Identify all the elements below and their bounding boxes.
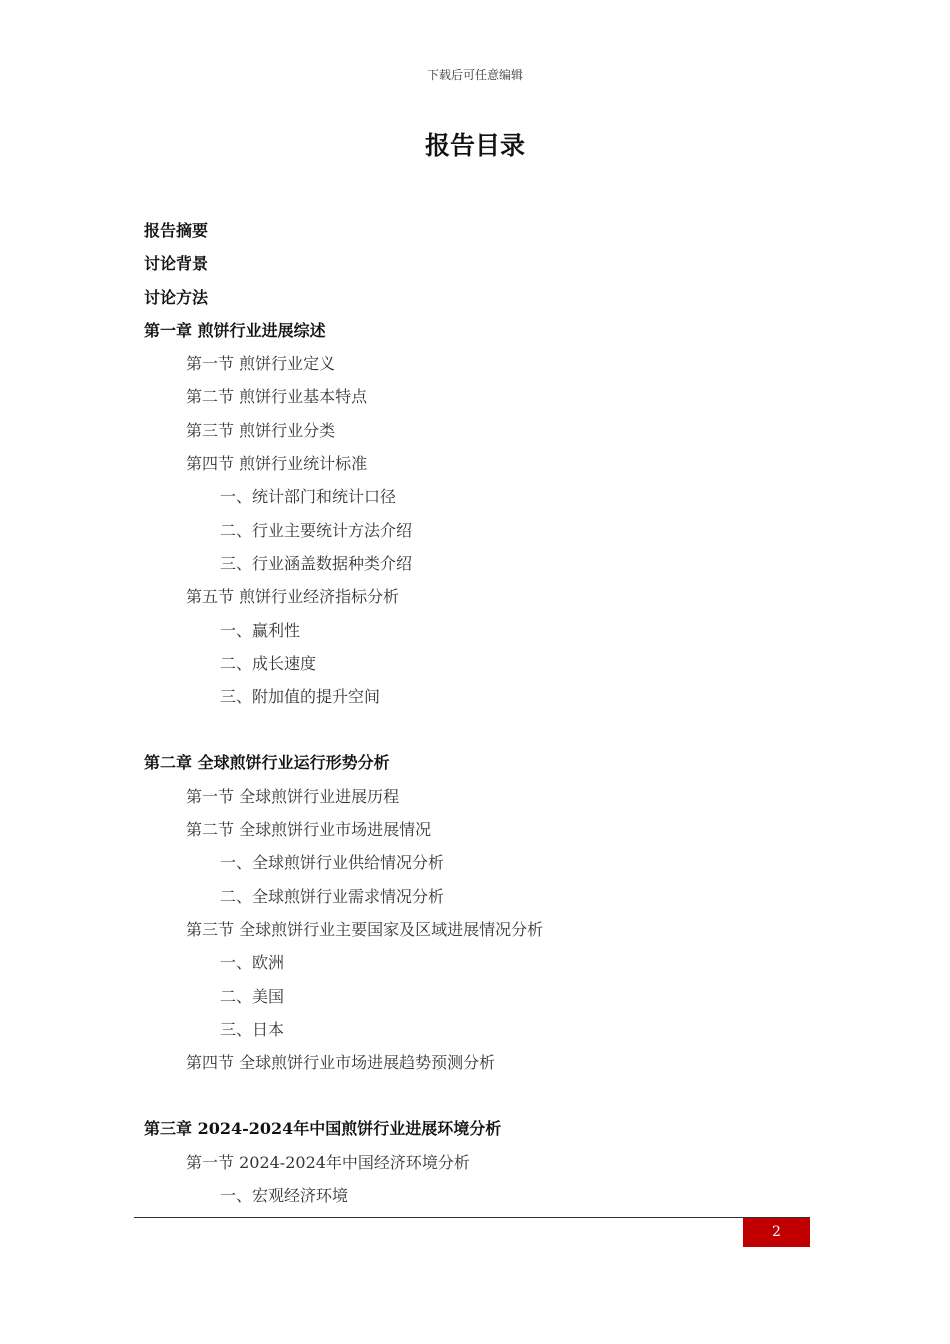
footer-divider — [134, 1217, 810, 1218]
toc-subsection: 一、赢利性 — [220, 620, 301, 640]
toc-section: 第五节 煎饼行业经济指标分析 — [186, 587, 400, 607]
toc-entry: 报告摘要 — [144, 221, 209, 240]
toc-section: 第四节 煎饼行业统计标准 — [186, 454, 368, 474]
toc-chapter: 第二章 全球煎饼行业运行形势分析 — [144, 753, 390, 773]
toc-section: 第一节 煎饼行业定义 — [186, 354, 336, 374]
toc-chapter: 第三章 2024-2024年中国煎饼行业进展环境分析 — [144, 1119, 502, 1139]
toc-subsection: 一、全球煎饼行业供给情况分析 — [220, 853, 445, 873]
toc-subsection: 一、欧洲 — [220, 953, 285, 973]
toc-chapter: 第一章 煎饼行业进展综述 — [144, 320, 326, 340]
toc-section: 第二节 煎饼行业基本特点 — [186, 387, 368, 407]
toc-subsection: 二、全球煎饼行业需求情况分析 — [220, 886, 445, 906]
toc-entry: 讨论背景 — [144, 254, 209, 274]
toc-subsection: 一、统计部门和统计口径 — [220, 487, 397, 507]
toc-entry: 讨论方法 — [144, 287, 209, 307]
toc-subsection: 二、美国 — [220, 986, 285, 1006]
toc-section: 第一节 2024-2024年中国经济环境分析 — [186, 1152, 470, 1172]
toc-subsection: 二、成长速度 — [220, 653, 317, 673]
table-of-contents — [0, 219, 950, 1217]
page-number-badge: 2 — [743, 1218, 810, 1247]
toc-section: 第二节 全球煎饼行业市场进展情况 — [186, 820, 432, 840]
toc-subsection: 三、行业涵盖数据种类介绍 — [220, 553, 413, 573]
toc-section: 第四节 全球煎饼行业市场进展趋势预测分析 — [186, 1053, 496, 1073]
toc-subsection: 一、宏观经济环境 — [220, 1186, 349, 1206]
toc-section: 第三节 煎饼行业分类 — [186, 420, 336, 440]
toc-subsection: 二、行业主要统计方法介绍 — [220, 520, 413, 540]
toc-section: 第一节 全球煎饼行业进展历程 — [186, 786, 400, 806]
toc-section: 第三节 全球煎饼行业主要国家及区域进展情况分析 — [186, 919, 544, 939]
toc-subsection: 三、日本 — [220, 1019, 285, 1039]
header-note: 下载后可任意编辑 — [426, 68, 523, 82]
page-title: 报告目录 — [424, 131, 525, 160]
toc-subsection: 三、附加值的提升空间 — [220, 687, 381, 707]
